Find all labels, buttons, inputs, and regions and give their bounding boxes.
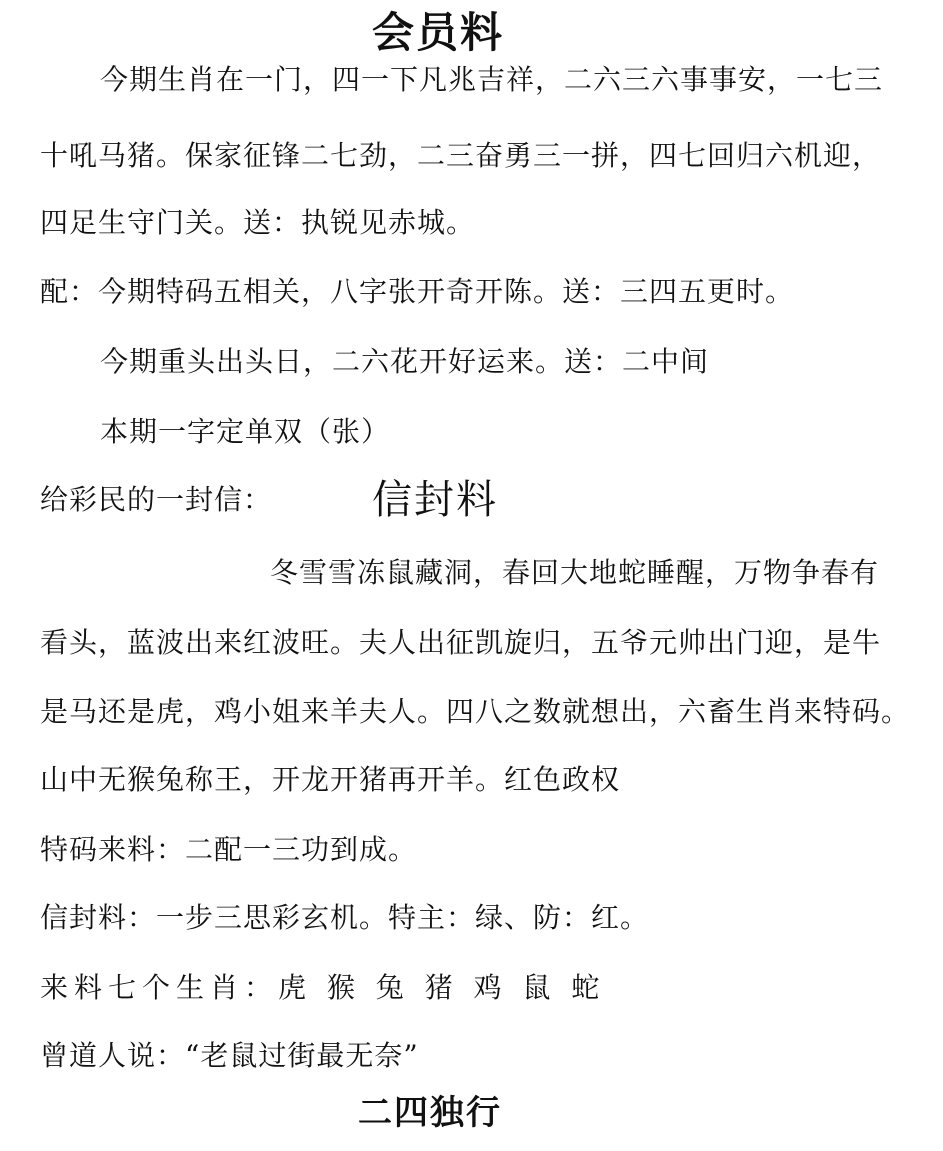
letter-line-5: 特码来料：二配一三功到成。 [40, 833, 418, 866]
letter-line-8: 曾道人说：“老鼠过街最无奈” [40, 1039, 419, 1072]
footer-title: 二四独行 [358, 1093, 502, 1133]
member-line-1: 今期生肖在一门，四一下凡兆吉祥，二六三六事事安，一七三 [100, 63, 884, 96]
letter-label: 给彩民的一封信： [40, 483, 273, 516]
letter-line-1: 冬雪雪冻鼠藏洞，春回大地蛇睡醒，万物争春有 [270, 556, 880, 589]
member-line-6: 本期一字定单双（张） [100, 415, 391, 448]
member-line-3: 四足生守门关。送：执锐见赤城。 [40, 206, 476, 239]
member-line-4: 配：今期特码五相关，八字张开奇开陈。送：三四五更时。 [40, 275, 795, 308]
letter-line-3: 是马还是虎，鸡小姐来羊夫人。四八之数就想出，六畜生肖来特码。 [40, 695, 911, 728]
letter-line-7: 来料七个生肖：虎 猴 兔 猪 鸡 鼠 蛇 [40, 971, 606, 1004]
letter-line-4: 山中无猴兔称王，开龙开猪再开羊。红色政权 [40, 763, 621, 796]
member-title: 会员料 [372, 8, 505, 57]
letter-heading-row [40, 476, 498, 524]
letter-line-6: 信封料：一步三思彩玄机。特主：绿、防：红。 [40, 901, 650, 934]
member-line-2: 十吼马猪。保家征锋二七劲，二三奋勇三一拼，四七回归六机迎， [40, 139, 882, 172]
letter-line-2: 看头，蓝波出来红波旺。夫人出征凯旋归，五爷元帅出门迎，是牛 [40, 626, 882, 659]
member-line-5: 今期重头出头日，二六花开好运来。送：二中间 [100, 345, 710, 378]
letter-title: 信封料 [372, 477, 499, 523]
